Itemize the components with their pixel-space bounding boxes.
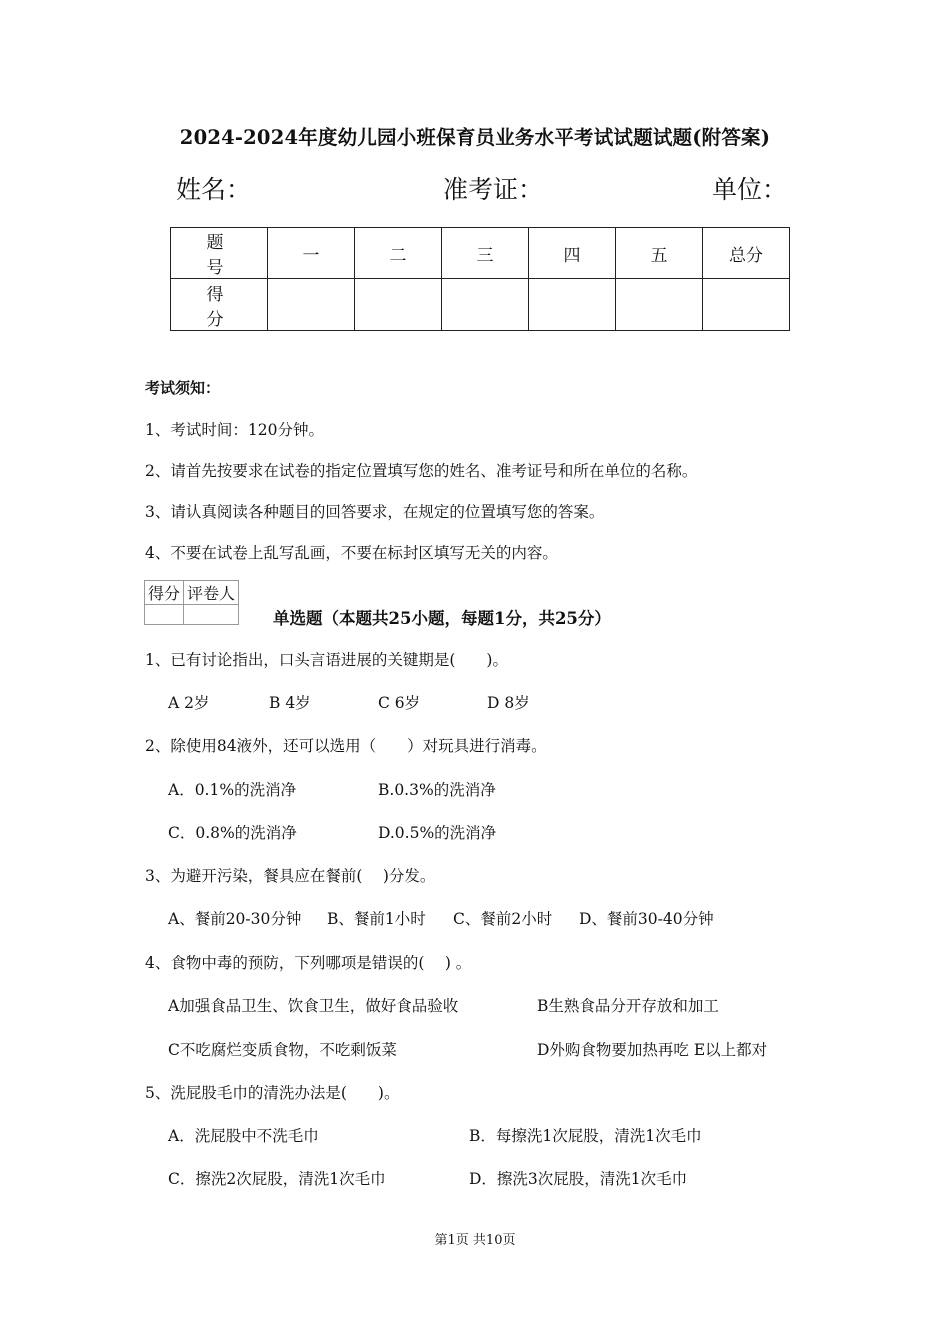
q1-option-c: C 6岁 bbox=[378, 694, 421, 712]
page-footer: 第1页 共10页 bbox=[434, 1233, 516, 1248]
question-4: 4、食物中毒的预防，下列哪项是错误的( ) 。 bbox=[145, 954, 472, 972]
q5-option-d: D．擦洗3次屁股，清洗1次毛巾 bbox=[469, 1170, 688, 1188]
score-cell bbox=[616, 279, 703, 331]
score-cell-total bbox=[703, 279, 790, 331]
q4-option-b: B生熟食品分开存放和加工 bbox=[537, 997, 719, 1015]
q3-option-c: C、餐前2小时 bbox=[453, 910, 553, 928]
grader-score-label: 得分 bbox=[145, 581, 184, 605]
score-cell bbox=[355, 279, 442, 331]
note-item: 2、请首先按要求在试卷的指定位置填写您的姓名、准考证号和所在单位的名称。 bbox=[145, 462, 698, 480]
q1-option-d: D 8岁 bbox=[487, 694, 530, 712]
q4-option-a: A加强食品卫生、饮食卫生，做好食品验收 bbox=[168, 997, 459, 1015]
question-2: 2、除使用84液外，还可以选用（ ）对玩具进行消毒。 bbox=[145, 737, 547, 755]
unit-label: 单位： bbox=[712, 175, 788, 204]
q3-option-d: D、餐前30-40分钟 bbox=[579, 910, 714, 928]
q4-option-c: C不吃腐烂变质食物，不吃剩饭菜 bbox=[168, 1041, 397, 1059]
note-item: 4、不要在试卷上乱写乱画，不要在标封区填写无关的内容。 bbox=[145, 544, 558, 562]
q3-option-a: A、餐前20-30分钟 bbox=[168, 910, 302, 928]
q2-option-a: A．0.1%的洗消净 bbox=[168, 781, 297, 799]
note-item: 3、请认真阅读各种题目的回答要求，在规定的位置填写您的答案。 bbox=[145, 503, 605, 521]
score-header-5: 五 bbox=[616, 228, 703, 279]
q2-option-b: B.0.3%的洗消净 bbox=[378, 781, 496, 799]
q3-option-b: B、餐前1小时 bbox=[327, 910, 426, 928]
q5-option-b: B．每擦洗1次屁股，清洗1次毛巾 bbox=[469, 1127, 702, 1145]
q2-option-c: C．0.8%的洗消净 bbox=[168, 824, 297, 842]
score-header-2: 二 bbox=[355, 228, 442, 279]
q5-option-a: A．洗屁股中不洗毛巾 bbox=[168, 1127, 319, 1145]
score-header-label: 题 号 bbox=[171, 228, 268, 279]
score-cell bbox=[268, 279, 355, 331]
score-header-total: 总分 bbox=[703, 228, 790, 279]
question-5: 5、洗屁股毛巾的清洗办法是( )。 bbox=[145, 1084, 400, 1102]
score-header-1: 一 bbox=[268, 228, 355, 279]
question-3: 3、为避开污染，餐具应在餐前( )分发。 bbox=[145, 867, 436, 885]
score-header-4: 四 bbox=[529, 228, 616, 279]
q5-option-c: C．擦洗2次屁股，清洗1次毛巾 bbox=[168, 1170, 386, 1188]
grader-reviewer-cell bbox=[184, 605, 239, 625]
grader-score-cell bbox=[145, 605, 184, 625]
score-row-label: 得 分 bbox=[171, 279, 268, 331]
score-cell bbox=[529, 279, 616, 331]
ticket-label: 准考证： bbox=[443, 175, 544, 204]
grader-box bbox=[144, 580, 239, 625]
score-header-3: 三 bbox=[442, 228, 529, 279]
score-table bbox=[170, 227, 790, 331]
q2-option-d: D.0.5%的洗消净 bbox=[378, 824, 497, 842]
section-title: 单选题（本题共25小题，每题1分，共25分） bbox=[273, 609, 611, 628]
grader-reviewer-label: 评卷人 bbox=[184, 581, 239, 605]
name-label: 姓名： bbox=[176, 175, 252, 204]
page-title: 2024-2024年度幼儿园小班保育员业务水平考试试题试题(附答案) bbox=[179, 126, 771, 149]
score-cell bbox=[442, 279, 529, 331]
notes-heading: 考试须知： bbox=[145, 379, 221, 397]
q4-option-d: D外购食物要加热再吃 E以上都对 bbox=[537, 1041, 768, 1059]
note-item: 1、考试时间：120分钟。 bbox=[145, 421, 324, 439]
q1-option-b: B 4岁 bbox=[269, 694, 311, 712]
q1-option-a: A 2岁 bbox=[168, 694, 210, 712]
question-1: 1、已有讨论指出，口头言语进展的关键期是( )。 bbox=[145, 651, 508, 669]
